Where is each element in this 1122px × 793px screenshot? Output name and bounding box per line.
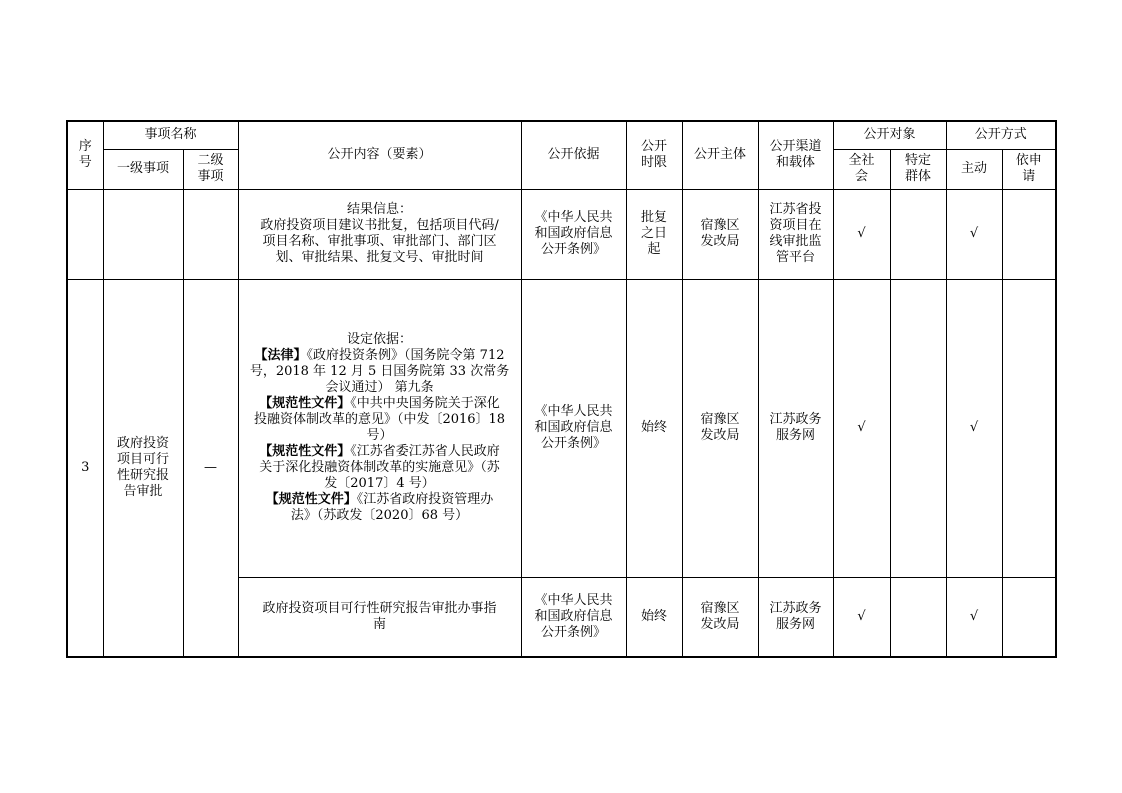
header-content: 公开内容（要素） [238, 121, 521, 189]
check-active: √ [946, 279, 1002, 577]
header-target-specific: 特定 群体 [890, 149, 946, 189]
header-method-active: 主动 [946, 149, 1002, 189]
level1-cell [103, 189, 183, 279]
check-active: √ [946, 189, 1002, 279]
check-active: √ [946, 577, 1002, 657]
header-method: 公开方式 [946, 121, 1056, 149]
content-cell: 结果信息： 政府投资项目建议书批复，包括项目代码/ 项目名称、审批事项、审批部门、部门区 划、审批结果、批复文号、审批时间 [238, 189, 521, 279]
header-target-all: 全社 会 [833, 149, 890, 189]
seq-cell: 3 [67, 279, 103, 657]
check-specific [890, 279, 946, 577]
header-subject: 公开主体 [682, 121, 758, 189]
basis-cell: 《中华人民共 和国政府信息 公开条例》 [521, 577, 626, 657]
subject-cell: 宿豫区 发改局 [682, 189, 758, 279]
header-basis: 公开依据 [521, 121, 626, 189]
content-cell: 政府投资项目可行性研究报告审批办事指 南 [238, 577, 521, 657]
level1-cell: 政府投资 项目可行 性研究报 告审批 [103, 279, 183, 657]
level2-cell [183, 189, 238, 279]
content-cell: 设定依据： 【法律】《政府投资条例》（国务院令第 712 号，2018 年 12 月 5 日国务院第 33 次常务 会议通过） 第九条 【规范性文件】《中共中央国务院关于深化 投融资体制改革的意见》（中发〔2016〕18 号） 【规范性文件】《江苏省委江苏省人民政府 关于深化投融资体制改革的实施意见》（苏 发〔2017〕4 号） 【规范性文件】《江苏省政府投资管理办 法》（苏政发〔2020〕68 号） [238, 279, 521, 577]
table-row [67, 279, 1056, 577]
check-request [1002, 189, 1056, 279]
channel-cell: 江苏省投 资项目在 线审批监 管平台 [758, 189, 833, 279]
time-limit-cell: 始终 [626, 279, 682, 577]
channel-cell: 江苏政务 服务网 [758, 279, 833, 577]
header-seq: 序 号 [67, 121, 103, 189]
check-all: √ [833, 279, 890, 577]
disclosure-table [66, 120, 1057, 658]
header-row-1 [67, 121, 1056, 149]
check-all: √ [833, 189, 890, 279]
time-limit-cell: 始终 [626, 577, 682, 657]
header-target: 公开对象 [833, 121, 946, 149]
basis-cell: 《中华人民共 和国政府信息 公开条例》 [521, 189, 626, 279]
table-row [67, 189, 1056, 279]
check-specific [890, 189, 946, 279]
header-channel: 公开渠道 和载体 [758, 121, 833, 189]
check-all: √ [833, 577, 890, 657]
check-specific [890, 577, 946, 657]
subject-cell: 宿豫区 发改局 [682, 279, 758, 577]
header-item-name: 事项名称 [103, 121, 238, 149]
time-limit-cell: 批复 之日 起 [626, 189, 682, 279]
header-method-request: 依申 请 [1002, 149, 1056, 189]
header-level1: 一级事项 [103, 149, 183, 189]
channel-cell: 江苏政务 服务网 [758, 577, 833, 657]
check-request [1002, 577, 1056, 657]
header-time-limit: 公开 时限 [626, 121, 682, 189]
header-level2: 二级 事项 [183, 149, 238, 189]
seq-cell [67, 189, 103, 279]
check-request [1002, 279, 1056, 577]
level2-cell: — [183, 279, 238, 657]
subject-cell: 宿豫区 发改局 [682, 577, 758, 657]
basis-cell: 《中华人民共 和国政府信息 公开条例》 [521, 279, 626, 577]
